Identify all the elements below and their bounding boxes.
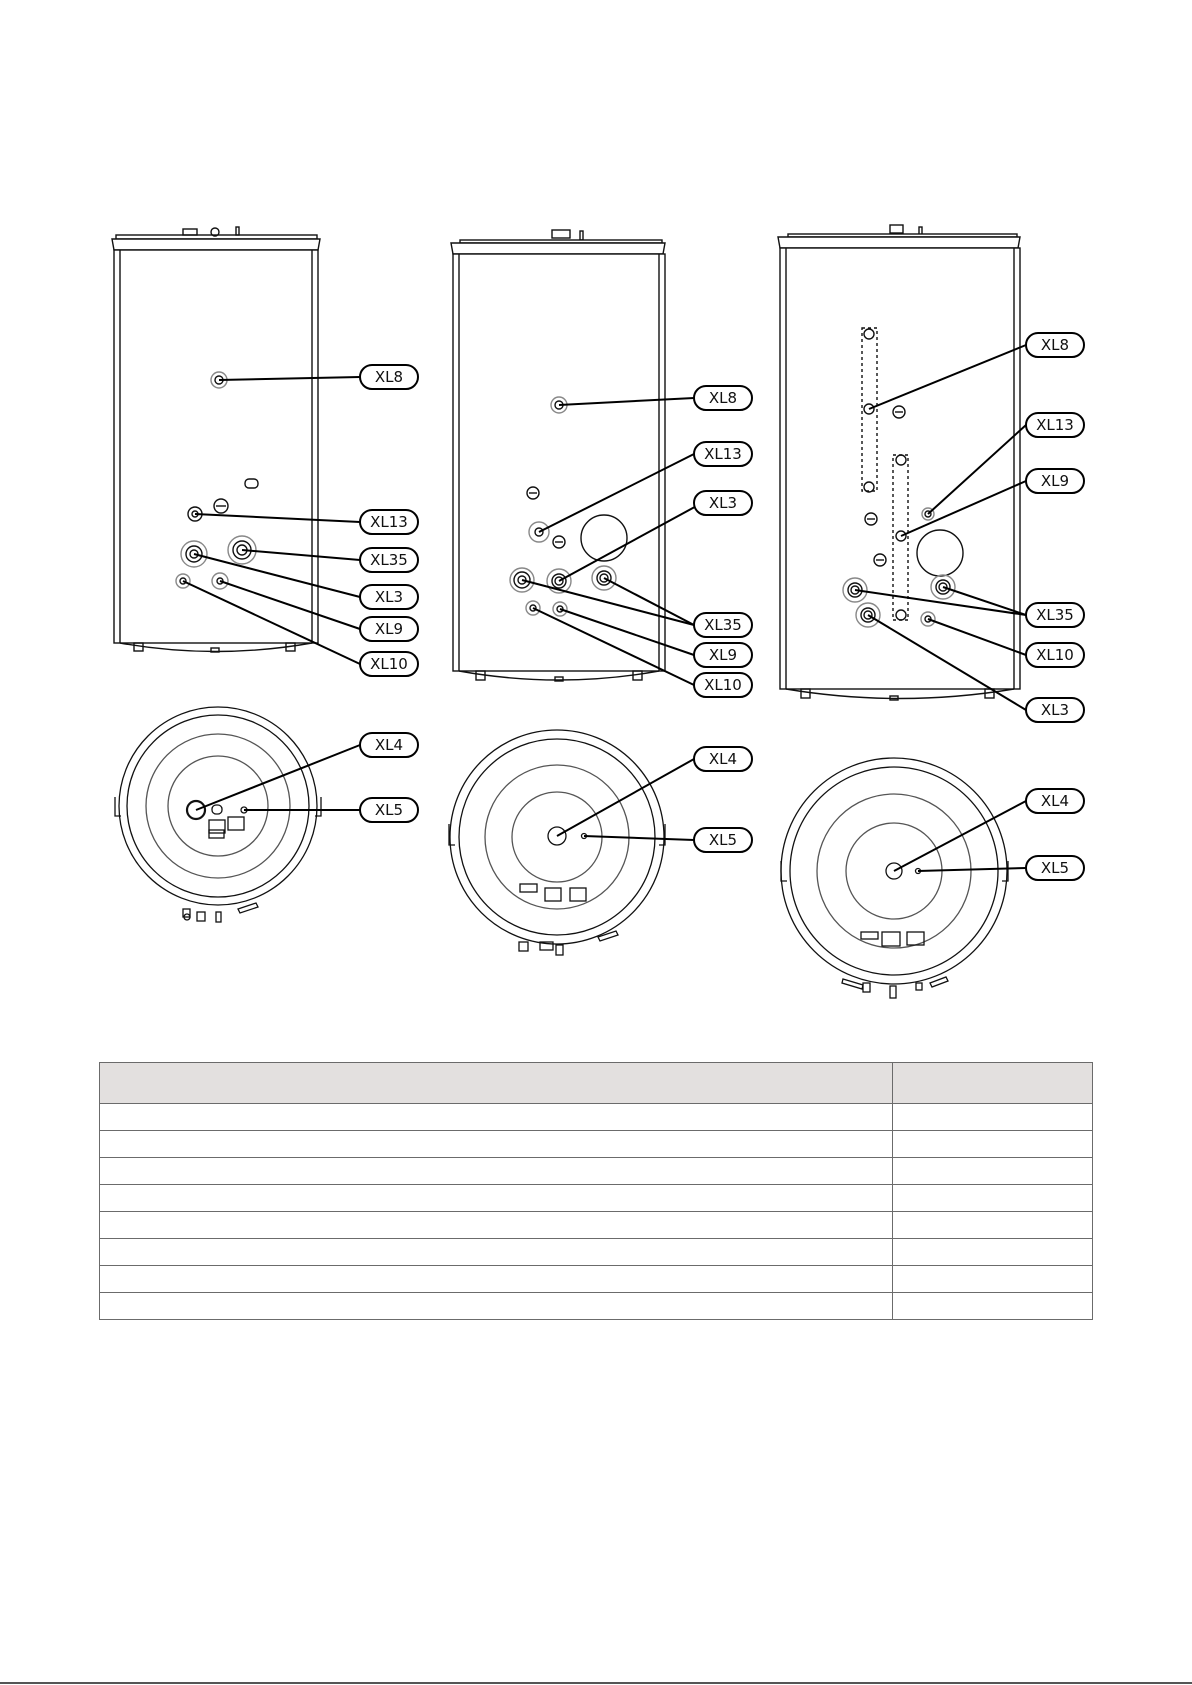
table-cell xyxy=(893,1212,1093,1239)
table-cell xyxy=(100,1266,893,1293)
callout-text: XL10 xyxy=(370,655,408,673)
callout-label xyxy=(694,673,752,697)
callout-label xyxy=(1026,413,1084,437)
callout-text: XL10 xyxy=(1036,646,1074,664)
callout-text: XL4 xyxy=(1040,792,1070,810)
table-row xyxy=(100,1185,1093,1212)
callout-label xyxy=(1026,603,1084,627)
callout-label xyxy=(360,733,418,757)
table-cell xyxy=(100,1239,893,1266)
model-2-top-leaders xyxy=(557,759,694,840)
callout-label xyxy=(694,643,752,667)
callout-text: XL13 xyxy=(370,513,408,531)
table-row xyxy=(100,1239,1093,1266)
model-1-top-view xyxy=(115,707,321,922)
table-row xyxy=(100,1293,1093,1320)
table-cell xyxy=(100,1212,893,1239)
callout-label xyxy=(694,828,752,852)
callout-label xyxy=(1026,643,1084,667)
callout-label xyxy=(360,548,418,572)
table-row xyxy=(100,1104,1093,1131)
callout-text: XL8 xyxy=(374,368,404,386)
table-cell xyxy=(893,1266,1093,1293)
callout-label xyxy=(360,652,418,676)
table-cell xyxy=(893,1239,1093,1266)
callout-label xyxy=(1026,698,1084,722)
callout-label xyxy=(694,491,752,515)
callout-label xyxy=(694,747,752,771)
table-row xyxy=(100,1158,1093,1185)
callout-label xyxy=(1026,333,1084,357)
connections-table xyxy=(99,1062,1093,1320)
callout-label xyxy=(694,386,752,410)
callout-label xyxy=(360,617,418,641)
callout-label xyxy=(360,510,418,534)
callout-text: XL3 xyxy=(1040,701,1070,719)
model-1-front-view xyxy=(112,227,320,652)
callout-label xyxy=(360,585,418,609)
callout-label xyxy=(1026,856,1084,880)
callout-label xyxy=(1026,469,1084,493)
callout-text: XL35 xyxy=(704,616,742,634)
table-cell xyxy=(100,1131,893,1158)
table-row xyxy=(100,1131,1093,1158)
callout-text: XL9 xyxy=(1040,472,1070,490)
callout-text: XL4 xyxy=(374,736,404,754)
table-cell xyxy=(100,1158,893,1185)
callout-text: XL3 xyxy=(374,588,404,606)
table-cell xyxy=(893,1185,1093,1212)
callout-text: XL5 xyxy=(374,801,404,819)
table-cell xyxy=(893,1104,1093,1131)
model-1-top-leaders xyxy=(196,745,360,810)
table-row xyxy=(100,1266,1093,1293)
callout-text: XL35 xyxy=(1036,606,1074,624)
callout-text: XL9 xyxy=(708,646,738,664)
page-bottom-rule xyxy=(0,1682,1192,1684)
table-cell xyxy=(893,1293,1093,1320)
callout-label xyxy=(694,613,752,637)
callout-text: XL5 xyxy=(708,831,738,849)
table-cell xyxy=(893,1158,1093,1185)
model-2-front-view xyxy=(451,230,665,681)
callout-text: XL8 xyxy=(1040,336,1070,354)
callout-text: XL13 xyxy=(1036,416,1074,434)
table-row xyxy=(100,1212,1093,1239)
callout-label xyxy=(360,798,418,822)
model-2-top-view xyxy=(449,730,665,955)
table-header-cell xyxy=(893,1063,1093,1104)
table-cell xyxy=(893,1131,1093,1158)
table-header-cell xyxy=(100,1063,893,1104)
callout-text: XL35 xyxy=(370,551,408,569)
callout-text: XL5 xyxy=(1040,859,1070,877)
callout-text: XL4 xyxy=(708,750,738,768)
callout-text: XL3 xyxy=(708,494,738,512)
callout-label xyxy=(1026,789,1084,813)
table-cell xyxy=(100,1293,893,1320)
callout-text: XL10 xyxy=(704,676,742,694)
callout-text: XL9 xyxy=(374,620,404,638)
callout-text: XL13 xyxy=(704,445,742,463)
model-3-top-view xyxy=(781,758,1008,998)
table-cell xyxy=(100,1185,893,1212)
table-cell xyxy=(100,1104,893,1131)
callout-label xyxy=(694,442,752,466)
callout-label xyxy=(360,365,418,389)
table-header-row xyxy=(100,1063,1093,1104)
callout-text: XL8 xyxy=(708,389,738,407)
